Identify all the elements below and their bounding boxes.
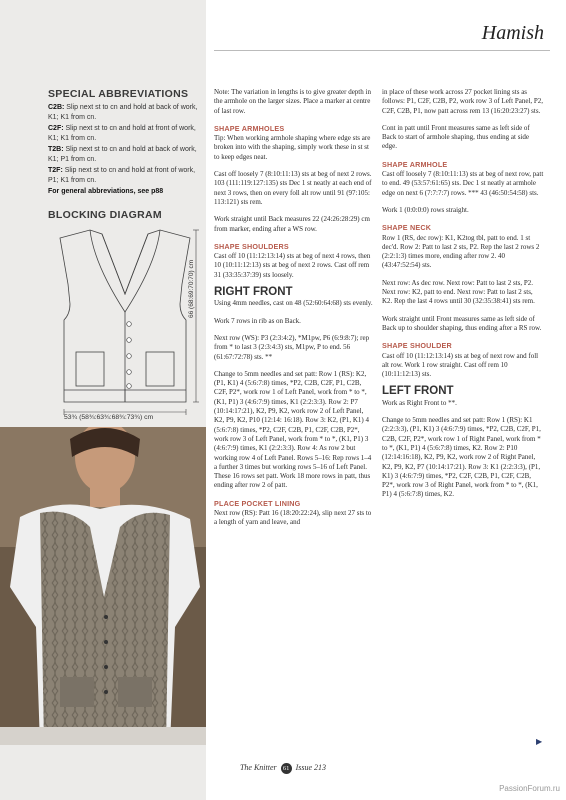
col2-heading-2: SHAPE ARMHOLE — [382, 159, 448, 169]
text-column-1 — [214, 88, 374, 536]
col1-paragraph-8: Using 4mm needles, cast on 48 (52:60:64:68) sts evenly. — [214, 299, 373, 308]
col2-paragraph-4: Work 1 (0:0:0:0) rows straight. — [382, 205, 469, 214]
page-number: 61 — [281, 763, 292, 774]
col1-heading-5: SHAPE SHOULDERS — [214, 241, 289, 251]
magazine-name: The Knitter — [239, 763, 277, 772]
col1-paragraph-9: Work 7 rows in rib as on Back. — [214, 316, 301, 325]
col1-paragraph-4: Work straight until Back measures 22 (24:26:28:29) cm from marker, ending after a WS row. — [214, 215, 370, 233]
col1-paragraph-2: Tip: When working armhole shaping where edge sts are broken into with the shaping, simply work these in st st to keep edges neat. — [214, 134, 371, 161]
col1-paragraph-3: Cast off loosely 7 (8:10:11:13) sts at beg of next 2 rows. 103 (111:119:127:135) sts Dec 1 st neatly at each end of next 3 rows, then on every foll alt row until 91 (97:105: 113:121) sts rem. — [214, 170, 372, 206]
col2-paragraph-6: Row 1 (RS, dec row): K1, K2tog tbl, patt to end. 1 st dec'd. Row 2: Patt to last 2 sts, P2. Rep the last 2 rows 2 (2:2:1:3) times more, ending after row 2. 40 (43:47:52:54) sts. — [382, 233, 540, 270]
col2-heading-11: LEFT FRONT — [382, 385, 454, 398]
special-abbreviations-title: SPECIAL ABBREVIATIONS — [48, 88, 189, 100]
model-photo — [0, 427, 206, 745]
col1-paragraph-11: Change to 5mm needles and set patt: Row 1 (RS): K2, (P1, K1) 4 (5:6:7:8) times, *P2, C2B, C2F, P1, C2B, C2F, P2*, work row 1 of Left Panel, work from * to *, (K1, P1) 3 (4:6:7:9) times, K1 (2:2:3:3). Row 2: P7 (10:14:17:21), K2, P9, K2, work row 2 of Left Panel, K2, P9, K2, P10 (12:14: 16:18). Row 3: K2, (P1, K1) 4 (5:6:7:8) times, *P2, C2F, C2B, P1, C2F, C2B, P2*, work row 3 of Left Panel, work from * to *, (K1, P1) 3 (4:6:7:9) times, K1 (2:2:3:3). Row 4: As row 2 but working row 4 of Left Panel. Rows 5–16: Rep rows 1–4 a further 3 times but working rows 5–16 of Left Panel. These 16 rows set patt. Work 18 more rows in patt, thus ending after row 2 of patt. — [214, 369, 372, 490]
special-abbreviations — [48, 88, 203, 199]
col1-paragraph-10: Next row (WS): P3 (2:3:4:2), *M1pw, P6 (6:9:8:7); rep from * to last 3 (2:3:4:3) sts, M1pw, P to end. 56 (61:67:72:78) sts. ** — [214, 333, 370, 361]
watermark: PassionForum.ru — [499, 784, 560, 793]
continue-arrow-icon: ▶ — [536, 737, 543, 746]
col1-paragraph-6: Cast off 10 (11:12:13:14) sts at beg of next 4 rows, then 10 (10:11:12:13) sts at beg of next 2 rows. Cast off rem 31 (33:35:37:39) sts loosely. — [214, 252, 371, 279]
pattern-title: Hamish — [481, 22, 544, 44]
model-photo-illustration — [0, 427, 206, 745]
col1-heading-7: RIGHT FRONT — [214, 286, 293, 299]
abbr-c2f: C2F: Slip next st to cn and hold at front of work, K1; K1 from cn. — [48, 125, 196, 142]
col2-paragraph-1: Cont in patt until Front measures same as left side of Back to start of armhole shaping, thus ending at side edge. — [382, 123, 530, 151]
col1-paragraph-13: Next row (RS): Patt 16 (18:20:22:24), slip next 27 sts to a length of yarn and leave, and — [214, 508, 372, 527]
blocking-diagram-title: BLOCKING DIAGRAM — [48, 209, 162, 221]
col2-paragraph-10: Cast off 10 (11:12:13:14) sts at beg of next row and foll alt row. Work 1 row straight. Cast off rem 10 (10:11:12:13) sts. — [382, 351, 539, 379]
abbr-t2b: T2B: Slip next st to cn and hold at back of work, K1; P1 from cn. — [48, 146, 197, 163]
col2-paragraph-13: Change to 5mm needles and set patt: Row 1 (RS): K1 (2:2:3:3), (P1, K1) 3 (4:6:7:9) times, *P2, C2B, C2F, P1, C2B, C2F, P2*, work row 1 of Right Panel, work from * to *, (K1, P1) 4 (5:6:7:8) times, K2. Row 2: P10 (12:14:16:18), K2, P9, K2, work row 2 of Right Panel, K2, P9, K2, P7 (10:14:17:21). Row 3: K1 (2:2:3:3), (P1, K1) 3 (4:6:7:9) times, *P2, C2F, C2B, P1, C2F, C2B, P2*, work row 3 of Right Panel, work from * to *, (K1, P1) 4 (5:6:7:8) times, K2. — [382, 416, 541, 499]
abbr-c2b: C2B: Slip next st to cn and hold at back of work, K1; K1 from cn. — [48, 104, 198, 121]
blocking-width-label: 53¾ (58¾:63¾:68¾:73¾) cm — [64, 414, 154, 421]
blocking-diagram — [50, 224, 200, 420]
general-abbr-note: For general abbreviations, see p88 — [48, 188, 164, 195]
col2-paragraph-7: Next row: As dec row. Next row: Patt to last 2 sts, P2. Next row: K2, patt to end. Next row: Patt to last 2 sts, K2. Rep the last 4 rows until 30 (32:35:38:41) sts rem. — [382, 278, 535, 306]
col2-heading-9: SHAPE SHOULDER — [382, 341, 452, 351]
col1-heading-1: SHAPE ARMHOLES — [214, 123, 285, 133]
col2-paragraph-8: Work straight until Front measures same as left side of Back up to shoulder shaping, thus ending after a RS row. — [382, 314, 542, 332]
page-footer — [0, 763, 566, 774]
col1-paragraph-0: Note: The variation in lengths is to give greater depth in the armhole on the larger sizes. Place a marker at centre of last row. — [214, 88, 371, 115]
left-column — [0, 0, 206, 800]
col2-paragraph-0: in place of these work across 27 pocket lining sts as follows: P1, C2F, C2B, P2, work row 3 of Left Panel, P2, C2F, C2B, P1, now patt across rem 13 (16:20:23:27) sts. — [382, 88, 544, 115]
col2-paragraph-3: Cast off loosely 7 (8:10:11:13) sts at beg of next row, patt to end. 49 (53:57:61:65) sts. Dec 1 st neatly at armhole edge on next 6 (7:7:7:7) rows. *** 43 (46:50:54:58) sts. — [382, 170, 544, 197]
col2-paragraph-12: Work as Right Front to **. — [382, 398, 457, 407]
blocking-height-label: 66 (68:69:70:70) cm — [188, 259, 195, 318]
issue-number: Issue 213 — [295, 763, 327, 772]
col2-heading-5: SHAPE NECK — [382, 223, 432, 233]
text-column-2 — [382, 88, 544, 508]
col1-heading-12: PLACE POCKET LINING — [214, 498, 301, 508]
title-rule — [214, 50, 550, 51]
abbr-t2f: T2F: Slip next st to cn and hold at front of work, P1; K1 from cn. — [48, 167, 196, 184]
